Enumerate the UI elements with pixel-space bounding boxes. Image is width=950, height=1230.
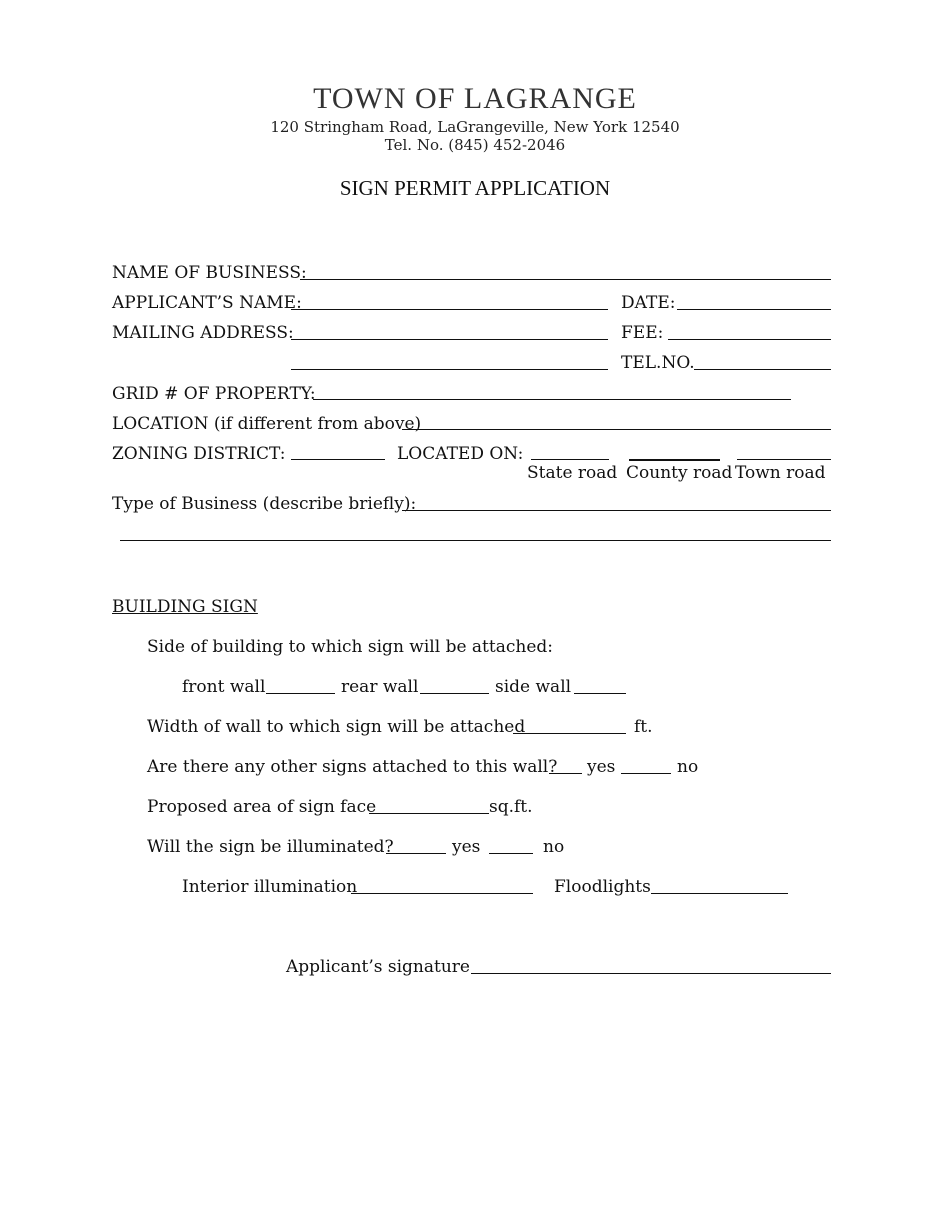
fee-field[interactable] [668, 339, 831, 340]
floodlights-label: Floodlights [554, 877, 651, 897]
other-signs-question: Are there any other signs attached to this wall? [147, 757, 558, 777]
location-label: LOCATION (if different from above) [112, 414, 422, 434]
state-road-label: State road [527, 463, 618, 483]
rear-wall-field[interactable] [420, 693, 489, 694]
form-title: SIGN PERMIT APPLICATION [339, 176, 611, 200]
state-road-field[interactable] [531, 459, 609, 460]
zoning-field[interactable] [291, 459, 385, 460]
front-wall-field[interactable] [266, 693, 335, 694]
side-question: Side of building to which sign will be attached: [147, 637, 553, 657]
width-field[interactable] [513, 733, 626, 734]
other-signs-no-label: no [677, 757, 699, 777]
area-field[interactable] [369, 813, 489, 814]
business-type-field-2[interactable] [120, 540, 831, 541]
zoning-label: ZONING DISTRICT: [112, 444, 286, 464]
grid-field[interactable] [313, 399, 791, 400]
sqft-unit: sq.ft. [489, 797, 533, 817]
ft-unit: ft. [634, 717, 653, 737]
applicant-name-label: APPLICANT’S NAME: [112, 293, 302, 313]
side-wall-field[interactable] [574, 693, 626, 694]
signature-field[interactable] [471, 973, 831, 974]
width-question: Width of wall to which sign will be attached [147, 717, 526, 737]
applicant-name-field[interactable] [291, 309, 608, 310]
other-signs-yes-label: yes [587, 757, 616, 777]
county-road-label: County road [626, 463, 733, 483]
floodlights-field[interactable] [651, 893, 788, 894]
business-type-field[interactable] [402, 510, 831, 511]
tel-field[interactable] [694, 369, 831, 370]
town-road-label: Town road [735, 463, 826, 483]
illuminated-no-field[interactable] [489, 853, 533, 854]
mailing-address-label: MAILING ADDRESS: [112, 323, 294, 343]
location-field[interactable] [402, 429, 831, 430]
building-sign-heading: BUILDING SIGN [112, 597, 258, 617]
rear-wall-label: rear wall [341, 677, 419, 697]
grid-label: GRID # OF PROPERTY: [112, 384, 316, 404]
business-name-label: NAME OF BUSINESS: [112, 263, 307, 283]
other-signs-no-field[interactable] [621, 773, 671, 774]
town-address: 120 Stringham Road, LaGrangeville, New York 12540 [270, 118, 680, 136]
tel-label: TEL.NO. [621, 353, 695, 373]
other-signs-yes-field[interactable] [549, 773, 582, 774]
mailing-address-field-2[interactable] [291, 369, 608, 370]
area-question: Proposed area of sign face [147, 797, 377, 817]
signature-label: Applicant’s signature [286, 957, 470, 977]
town-road-field[interactable] [737, 459, 831, 460]
side-wall-label: side wall [495, 677, 572, 697]
town-phone: Tel. No. (845) 452-2046 [384, 136, 566, 154]
business-type-label: Type of Business (describe briefly): [112, 494, 417, 514]
located-on-label: LOCATED ON: [397, 444, 524, 464]
illuminated-yes-label: yes [452, 837, 481, 857]
date-field[interactable] [677, 309, 831, 310]
town-name: TOWN OF LAGRANGE [313, 82, 637, 115]
front-wall-label: front wall [182, 677, 266, 697]
illuminated-no-label: no [543, 837, 565, 857]
illuminated-yes-field[interactable] [386, 853, 446, 854]
illuminated-question: Will the sign be illuminated? [147, 837, 394, 857]
date-label: DATE: [621, 293, 676, 313]
mailing-address-field[interactable] [291, 339, 608, 340]
interior-illumination-label: Interior illumination [182, 877, 358, 897]
interior-illumination-field[interactable] [351, 893, 533, 894]
business-name-field[interactable] [300, 279, 831, 280]
county-road-field[interactable] [629, 459, 720, 461]
fee-label: FEE: [621, 323, 664, 343]
